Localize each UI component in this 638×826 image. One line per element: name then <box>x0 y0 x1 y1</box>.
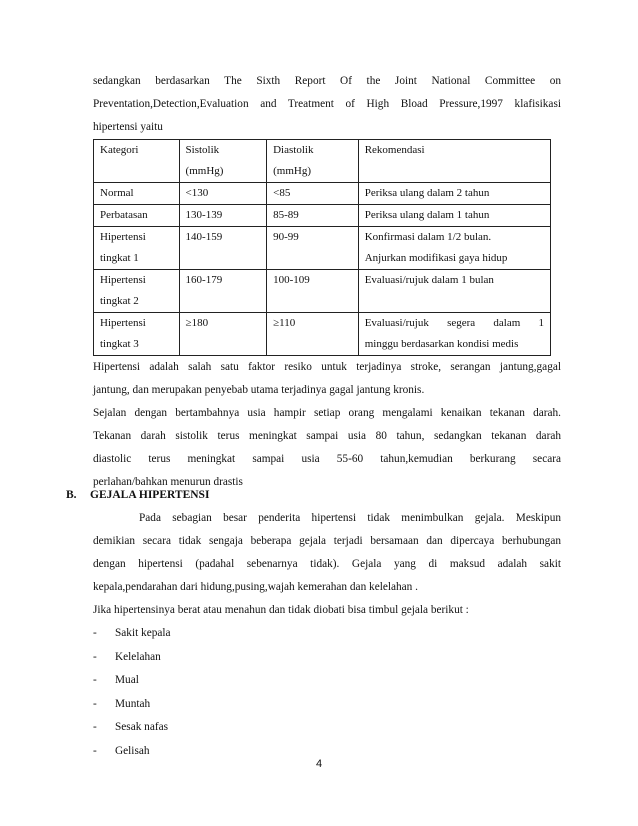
cell-kategori: Hipertensi tingkat 2 <box>94 270 180 313</box>
table-row <box>94 205 551 227</box>
bullet-dash: - <box>93 697 97 710</box>
header-diastolik: Diastolik (mmHg) <box>267 140 359 183</box>
section-b-p2: Jika hipertensinya berat atau menahun dan tidak diobati bisa timbul gejala berikut : <box>93 604 469 616</box>
list-item: - Sakit kepala <box>93 622 561 646</box>
after-table-p2-line-1: Sejalan dengan bertambahnya usia hampir setiap orang mengalami kenaikan tekanan darah. <box>93 407 561 419</box>
cell-diastolik: 100-109 <box>267 270 359 313</box>
after-table-p2-line-2: Tekanan darah sistolik terus meningkat sampai usia 80 tahun, sedangkan tekanan darah <box>93 430 561 442</box>
list-item: - Muntah <box>93 693 561 717</box>
symptom-list <box>93 622 561 763</box>
intro-line-1: sedangkan berdasarkan The Sixth Report Of the Joint National Committee on <box>93 75 561 87</box>
classification-table <box>93 139 551 356</box>
bullet-dash: - <box>93 674 97 686</box>
bullet-dash: - <box>93 744 97 757</box>
cell-sistolik: 130-139 <box>179 205 267 227</box>
cell-sistolik: 160-179 <box>179 270 267 313</box>
cell-rekomendasi: Konfirmasi dalam 1/2 bulan. Anjurkan modifikasi gaya hidup <box>358 227 550 270</box>
table-header-row <box>94 140 551 183</box>
table-row <box>94 270 551 313</box>
cell-diastolik: <85 <box>267 183 359 205</box>
bullet-dash: - <box>93 721 97 733</box>
list-item: - Kelelahan <box>93 646 561 670</box>
cell-rekomendasi: Evaluasi/rujuk segera dalam 1 minggu berdasarkan kondisi medis <box>358 313 550 356</box>
after-table-p2-line-3: diastolic terus meningkat sampai usia 55-60 tahun,kemudian berkurang secara <box>93 453 561 465</box>
section-b-p1-line-2: demikian secara tidak sengaja beberapa gejala terjadi bersamaan dan dipercaya berhubungan <box>93 535 561 547</box>
after-table-p1-line-2: jantung, dan merupakan penyebab utama terjadinya gagal jantung kronis. <box>93 384 425 396</box>
after-table-p2-line-4: perlahan/bahkan menurun drastis <box>93 476 243 488</box>
cell-sistolik: <130 <box>179 183 267 205</box>
section-b-p1-line-4: kepala,pendarahan dari hidung,pusing,wajah kemerahan dan kelelahan . <box>93 581 418 593</box>
intro-line-2: Preventation,Detection,Evaluation and Treatment of High Bload Pressure,1997 klafisikasi <box>93 98 561 110</box>
page-number: 4 <box>315 758 323 770</box>
intro-line-3: hipertensi yaitu <box>93 121 163 133</box>
section-heading <box>66 484 546 507</box>
cell-rekomendasi: Periksa ulang dalam 1 tahun <box>358 205 550 227</box>
section-b-p1-line-1: Pada sebagian besar penderita hipertensi tidak menimbulkan gejala. Meskipun <box>139 512 561 524</box>
cell-sistolik: ≥180 <box>179 313 267 356</box>
bullet-dash: - <box>93 627 97 639</box>
cell-rekomendasi: Periksa ulang dalam 2 tahun <box>358 183 550 205</box>
cell-kategori: Hipertensi tingkat 3 <box>94 313 180 356</box>
cell-kategori: Normal <box>94 183 180 205</box>
section-b-p1-line-3: dengan hipertensi (padahal sebenarnya tidak). Gejala yang di maksud adalah sakit <box>93 558 561 570</box>
cell-sistolik: 140-159 <box>179 227 267 270</box>
cell-diastolik: ≥110 <box>267 313 359 356</box>
header-sistolik: Sistolik (mmHg) <box>179 140 267 183</box>
list-item: - Sesak nafas <box>93 716 561 740</box>
header-kategori: Kategori <box>94 140 180 183</box>
bullet-dash: - <box>93 650 97 663</box>
cell-kategori: Hipertensi tingkat 1 <box>94 227 180 270</box>
section-title: GEJALA HIPERTENSI <box>90 489 210 501</box>
cell-diastolik: 90-99 <box>267 227 359 270</box>
list-item: - Mual <box>93 669 561 693</box>
list-item: - Gelisah <box>93 740 561 764</box>
cell-rekomendasi: Evaluasi/rujuk dalam 1 bulan <box>358 270 550 313</box>
section-b-body <box>93 507 561 763</box>
table-row <box>94 313 551 356</box>
intro-block <box>93 70 561 494</box>
table-row <box>94 183 551 205</box>
table-row <box>94 227 551 270</box>
after-table-p1-line-1: Hipertensi adalah salah satu faktor resiko untuk terjadinya stroke, serangan jantung,gagal <box>93 361 561 373</box>
cell-diastolik: 85-89 <box>267 205 359 227</box>
header-rekomendasi: Rekomendasi <box>358 140 550 183</box>
section-letter: B. <box>66 489 77 501</box>
cell-kategori: Perbatasan <box>94 205 180 227</box>
